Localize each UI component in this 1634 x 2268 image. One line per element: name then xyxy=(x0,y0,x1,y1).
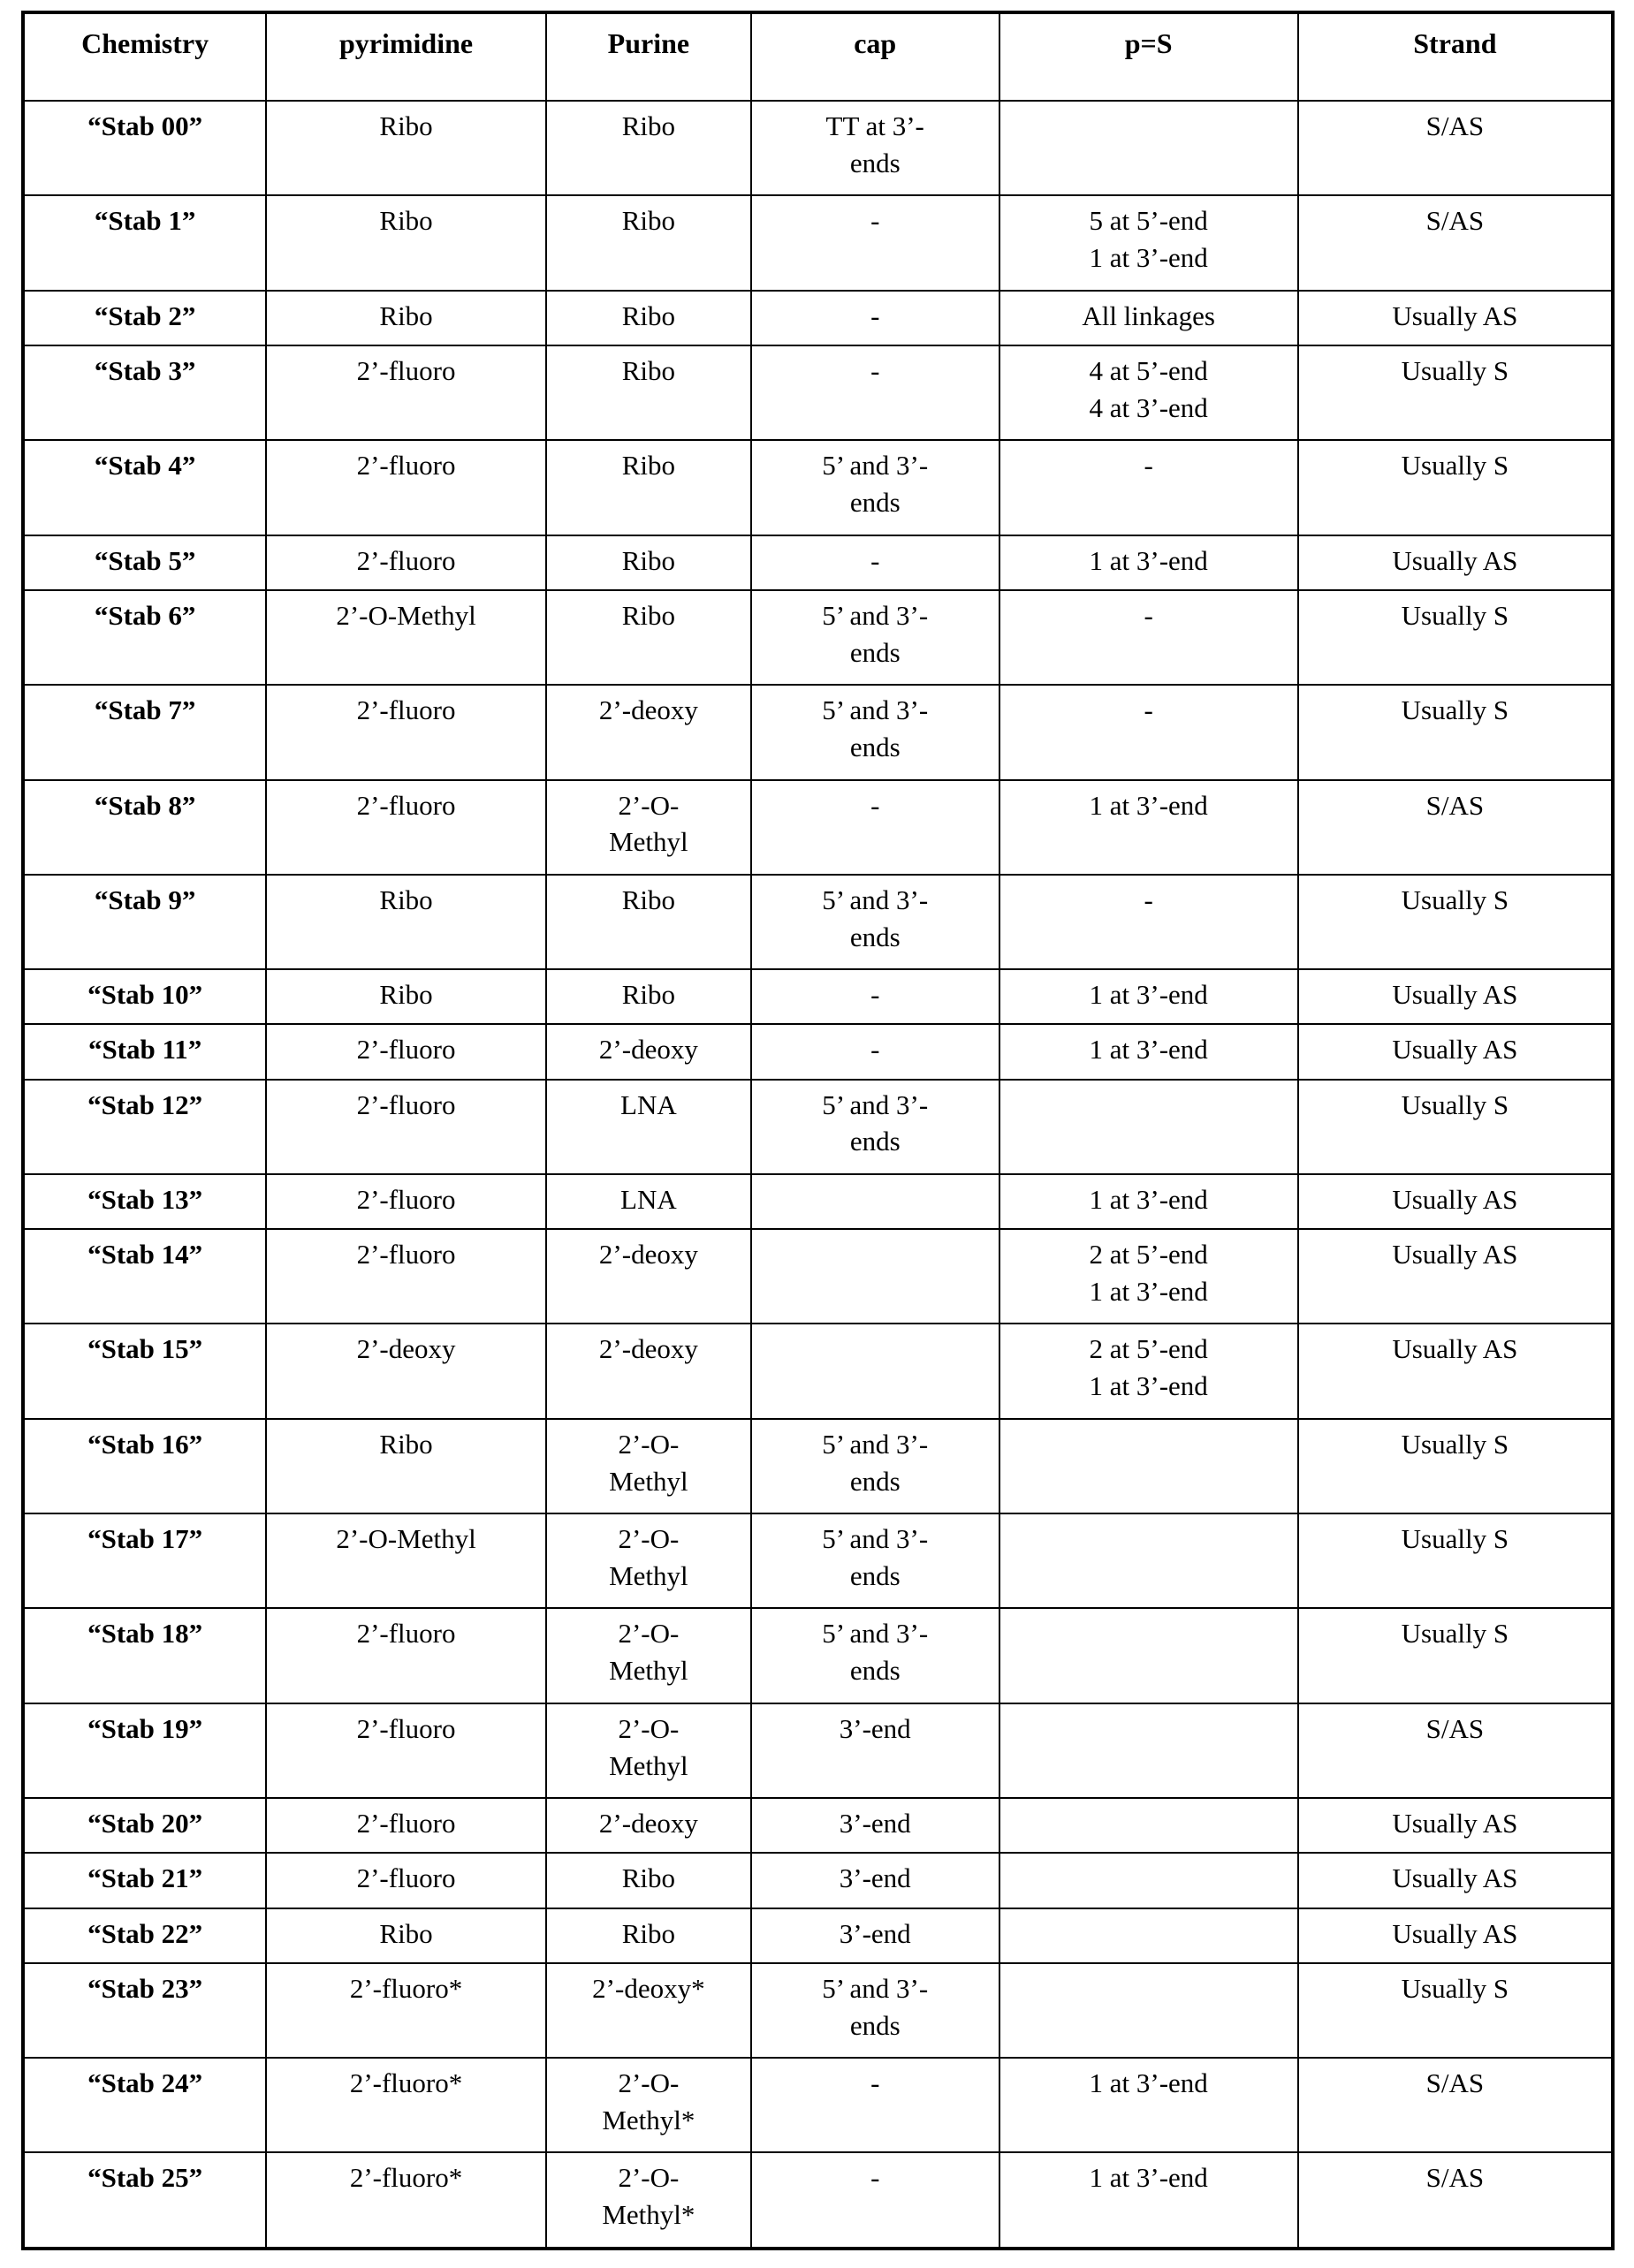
cell-chemistry: “Stab 3” xyxy=(23,345,266,440)
cell-chemistry: “Stab 17” xyxy=(23,1513,266,1608)
cell-cap: 5’ and 3’- ends xyxy=(751,590,999,685)
cell-p-equals-s: 1 at 3’-end xyxy=(999,780,1298,875)
cell-p-equals-s xyxy=(999,1853,1298,1908)
cell-purine: Ribo xyxy=(546,969,751,1024)
cell-purine: 2’-deoxy* xyxy=(546,1963,751,2058)
cell-pyrimidine: 2’-fluoro xyxy=(266,685,546,779)
cell-strand: Usually S xyxy=(1298,1513,1613,1608)
cell-purine: Ribo xyxy=(546,291,751,345)
cell-cap xyxy=(751,1229,999,1324)
cell-strand: Usually AS xyxy=(1298,969,1613,1024)
cell-pyrimidine: 2’-fluoro* xyxy=(266,2152,546,2249)
table-row xyxy=(23,1229,1613,1324)
table-row xyxy=(23,875,1613,969)
cell-strand: Usually AS xyxy=(1298,1324,1613,1418)
table-row xyxy=(23,195,1613,290)
cell-p-equals-s: - xyxy=(999,875,1298,969)
cell-strand: Usually S xyxy=(1298,440,1613,535)
table-row xyxy=(23,1608,1613,1703)
cell-chemistry: “Stab 10” xyxy=(23,969,266,1024)
table-row xyxy=(23,345,1613,440)
cell-chemistry: “Stab 2” xyxy=(23,291,266,345)
cell-purine: Ribo xyxy=(546,195,751,290)
cell-p-equals-s xyxy=(999,1908,1298,1963)
cell-p-equals-s: 2 at 5’-end 1 at 3’-end xyxy=(999,1324,1298,1418)
cell-pyrimidine: 2’-fluoro* xyxy=(266,2058,546,2152)
cell-cap: - xyxy=(751,2152,999,2249)
cell-cap: - xyxy=(751,195,999,290)
table-row xyxy=(23,685,1613,779)
cell-cap: 5’ and 3’- ends xyxy=(751,1608,999,1703)
cell-chemistry: “Stab 24” xyxy=(23,2058,266,2152)
cell-purine: 2’-deoxy xyxy=(546,685,751,779)
cell-p-equals-s: 1 at 3’-end xyxy=(999,535,1298,590)
table-row xyxy=(23,1419,1613,1513)
cell-strand: Usually S xyxy=(1298,1963,1613,2058)
table-row xyxy=(23,2058,1613,2152)
cell-chemistry: “Stab 21” xyxy=(23,1853,266,1908)
cell-cap: 5’ and 3’- ends xyxy=(751,685,999,779)
cell-chemistry: “Stab 25” xyxy=(23,2152,266,2249)
cell-pyrimidine: Ribo xyxy=(266,1419,546,1513)
cell-pyrimidine: Ribo xyxy=(266,875,546,969)
cell-chemistry: “Stab 4” xyxy=(23,440,266,535)
table-row xyxy=(23,780,1613,875)
cell-chemistry: “Stab 9” xyxy=(23,875,266,969)
cell-purine: LNA xyxy=(546,1174,751,1229)
cell-pyrimidine: 2’-fluoro xyxy=(266,780,546,875)
cell-pyrimidine: 2’-fluoro xyxy=(266,1608,546,1703)
cell-purine: Ribo xyxy=(546,1853,751,1908)
cell-chemistry: “Stab 1” xyxy=(23,195,266,290)
cell-p-equals-s: 1 at 3’-end xyxy=(999,2058,1298,2152)
cell-purine: 2’-deoxy xyxy=(546,1798,751,1853)
cell-pyrimidine: 2’-fluoro xyxy=(266,440,546,535)
cell-strand: S/AS xyxy=(1298,2152,1613,2249)
cell-cap: 5’ and 3’- ends xyxy=(751,1963,999,2058)
column-header-cap: cap xyxy=(751,12,999,101)
cell-p-equals-s xyxy=(999,1513,1298,1608)
cell-p-equals-s xyxy=(999,1608,1298,1703)
cell-strand: Usually AS xyxy=(1298,1908,1613,1963)
cell-p-equals-s: - xyxy=(999,440,1298,535)
cell-pyrimidine: 2’-fluoro xyxy=(266,1798,546,1853)
cell-chemistry: “Stab 18” xyxy=(23,1608,266,1703)
cell-cap: - xyxy=(751,535,999,590)
table-row xyxy=(23,1174,1613,1229)
cell-cap: - xyxy=(751,291,999,345)
cell-strand: S/AS xyxy=(1298,780,1613,875)
cell-cap: - xyxy=(751,969,999,1024)
cell-pyrimidine: 2’-fluoro xyxy=(266,1024,546,1079)
table-row xyxy=(23,2152,1613,2249)
table-row xyxy=(23,535,1613,590)
cell-purine: 2’-O- Methyl xyxy=(546,780,751,875)
cell-strand: S/AS xyxy=(1298,1703,1613,1798)
table-row xyxy=(23,1080,1613,1174)
cell-strand: Usually S xyxy=(1298,345,1613,440)
cell-pyrimidine: Ribo xyxy=(266,101,546,195)
cell-chemistry: “Stab 5” xyxy=(23,535,266,590)
cell-strand: Usually AS xyxy=(1298,1229,1613,1324)
column-header-strand: Strand xyxy=(1298,12,1613,101)
cell-pyrimidine: 2’-deoxy xyxy=(266,1324,546,1418)
table-row xyxy=(23,1324,1613,1418)
table-row xyxy=(23,1513,1613,1608)
cell-p-equals-s: 1 at 3’-end xyxy=(999,1174,1298,1229)
cell-p-equals-s xyxy=(999,1798,1298,1853)
cell-chemistry: “Stab 16” xyxy=(23,1419,266,1513)
cell-cap: 5’ and 3’- ends xyxy=(751,1080,999,1174)
cell-strand: Usually AS xyxy=(1298,1024,1613,1079)
cell-pyrimidine: 2’-fluoro* xyxy=(266,1963,546,2058)
table-row xyxy=(23,969,1613,1024)
column-header-pyrimidine: pyrimidine xyxy=(266,12,546,101)
cell-p-equals-s: - xyxy=(999,590,1298,685)
cell-cap: 5’ and 3’- ends xyxy=(751,440,999,535)
cell-strand: Usually S xyxy=(1298,875,1613,969)
cell-strand: Usually AS xyxy=(1298,1798,1613,1853)
table-row xyxy=(23,291,1613,345)
cell-chemistry: “Stab 13” xyxy=(23,1174,266,1229)
cell-pyrimidine: Ribo xyxy=(266,969,546,1024)
cell-p-equals-s: - xyxy=(999,685,1298,779)
cell-cap: 5’ and 3’- ends xyxy=(751,1419,999,1513)
cell-cap: - xyxy=(751,780,999,875)
header-row xyxy=(23,12,1613,101)
cell-purine: Ribo xyxy=(546,345,751,440)
column-header-purine: Purine xyxy=(546,12,751,101)
cell-chemistry: “Stab 15” xyxy=(23,1324,266,1418)
cell-pyrimidine: Ribo xyxy=(266,291,546,345)
cell-cap: 3’-end xyxy=(751,1908,999,1963)
cell-strand: Usually S xyxy=(1298,1608,1613,1703)
table-row xyxy=(23,1963,1613,2058)
cell-chemistry: “Stab 6” xyxy=(23,590,266,685)
cell-strand: Usually AS xyxy=(1298,291,1613,345)
cell-cap: - xyxy=(751,1024,999,1079)
table-body xyxy=(23,101,1613,2249)
cell-pyrimidine: 2’-fluoro xyxy=(266,1703,546,1798)
cell-strand: Usually S xyxy=(1298,1419,1613,1513)
cell-pyrimidine: 2’-fluoro xyxy=(266,1853,546,1908)
cell-p-equals-s: All linkages xyxy=(999,291,1298,345)
cell-cap: 3’-end xyxy=(751,1703,999,1798)
cell-purine: 2’-deoxy xyxy=(546,1229,751,1324)
cell-chemistry: “Stab 14” xyxy=(23,1229,266,1324)
cell-purine: LNA xyxy=(546,1080,751,1174)
column-header-p-equals-s: p=S xyxy=(999,12,1298,101)
cell-p-equals-s: 1 at 3’-end xyxy=(999,969,1298,1024)
cell-strand: Usually S xyxy=(1298,1080,1613,1174)
cell-purine: Ribo xyxy=(546,1908,751,1963)
cell-pyrimidine: Ribo xyxy=(266,1908,546,1963)
cell-p-equals-s: 4 at 5’-end 4 at 3’-end xyxy=(999,345,1298,440)
cell-cap: - xyxy=(751,345,999,440)
cell-pyrimidine: 2’-fluoro xyxy=(266,345,546,440)
cell-chemistry: “Stab 00” xyxy=(23,101,266,195)
cell-purine: 2’-O- Methyl xyxy=(546,1703,751,1798)
cell-strand: Usually AS xyxy=(1298,1174,1613,1229)
cell-purine: Ribo xyxy=(546,440,751,535)
cell-p-equals-s: 2 at 5’-end 1 at 3’-end xyxy=(999,1229,1298,1324)
cell-purine: 2’-deoxy xyxy=(546,1324,751,1418)
cell-cap: 3’-end xyxy=(751,1798,999,1853)
cell-strand: Usually AS xyxy=(1298,1853,1613,1908)
table-row xyxy=(23,1908,1613,1963)
cell-purine: 2’-deoxy xyxy=(546,1024,751,1079)
cell-strand: Usually S xyxy=(1298,590,1613,685)
cell-chemistry: “Stab 22” xyxy=(23,1908,266,1963)
table-row xyxy=(23,440,1613,535)
cell-purine: Ribo xyxy=(546,875,751,969)
cell-pyrimidine: 2’-fluoro xyxy=(266,1174,546,1229)
cell-cap: TT at 3’- ends xyxy=(751,101,999,195)
cell-p-equals-s: 1 at 3’-end xyxy=(999,2152,1298,2249)
cell-pyrimidine: 2’-fluoro xyxy=(266,1229,546,1324)
cell-purine: 2’-O- Methyl xyxy=(546,1513,751,1608)
cell-cap: 5’ and 3’- ends xyxy=(751,875,999,969)
cell-cap xyxy=(751,1174,999,1229)
cell-purine: 2’-O- Methyl* xyxy=(546,2058,751,2152)
table-row xyxy=(23,101,1613,195)
cell-pyrimidine: 2’-fluoro xyxy=(266,535,546,590)
cell-p-equals-s: 1 at 3’-end xyxy=(999,1024,1298,1079)
cell-strand: S/AS xyxy=(1298,2058,1613,2152)
cell-cap: - xyxy=(751,2058,999,2152)
cell-p-equals-s xyxy=(999,1963,1298,2058)
cell-p-equals-s: 5 at 5’-end 1 at 3’-end xyxy=(999,195,1298,290)
table-row xyxy=(23,1798,1613,1853)
cell-chemistry: “Stab 7” xyxy=(23,685,266,779)
cell-pyrimidine: 2’-O-Methyl xyxy=(266,1513,546,1608)
stab-chemistry-table xyxy=(21,11,1615,2250)
cell-strand: S/AS xyxy=(1298,101,1613,195)
cell-chemistry: “Stab 20” xyxy=(23,1798,266,1853)
cell-chemistry: “Stab 12” xyxy=(23,1080,266,1174)
cell-strand: Usually AS xyxy=(1298,535,1613,590)
cell-cap xyxy=(751,1324,999,1418)
cell-chemistry: “Stab 19” xyxy=(23,1703,266,1798)
cell-purine: 2’-O- Methyl xyxy=(546,1419,751,1513)
cell-strand: Usually S xyxy=(1298,685,1613,779)
table-row xyxy=(23,1703,1613,1798)
cell-purine: 2’-O- Methyl* xyxy=(546,2152,751,2249)
cell-pyrimidine: Ribo xyxy=(266,195,546,290)
cell-pyrimidine: 2’-fluoro xyxy=(266,1080,546,1174)
cell-chemistry: “Stab 11” xyxy=(23,1024,266,1079)
cell-p-equals-s xyxy=(999,1419,1298,1513)
cell-p-equals-s xyxy=(999,1703,1298,1798)
cell-cap: 5’ and 3’- ends xyxy=(751,1513,999,1608)
cell-purine: 2’-O- Methyl xyxy=(546,1608,751,1703)
cell-purine: Ribo xyxy=(546,535,751,590)
cell-pyrimidine: 2’-O-Methyl xyxy=(266,590,546,685)
column-header-chemistry: Chemistry xyxy=(23,12,266,101)
cell-strand: S/AS xyxy=(1298,195,1613,290)
cell-p-equals-s xyxy=(999,101,1298,195)
cell-cap: 3’-end xyxy=(751,1853,999,1908)
cell-p-equals-s xyxy=(999,1080,1298,1174)
cell-purine: Ribo xyxy=(546,101,751,195)
table-row xyxy=(23,1024,1613,1079)
cell-purine: Ribo xyxy=(546,590,751,685)
table-row xyxy=(23,590,1613,685)
table-row xyxy=(23,1853,1613,1908)
cell-chemistry: “Stab 8” xyxy=(23,780,266,875)
cell-chemistry: “Stab 23” xyxy=(23,1963,266,2058)
